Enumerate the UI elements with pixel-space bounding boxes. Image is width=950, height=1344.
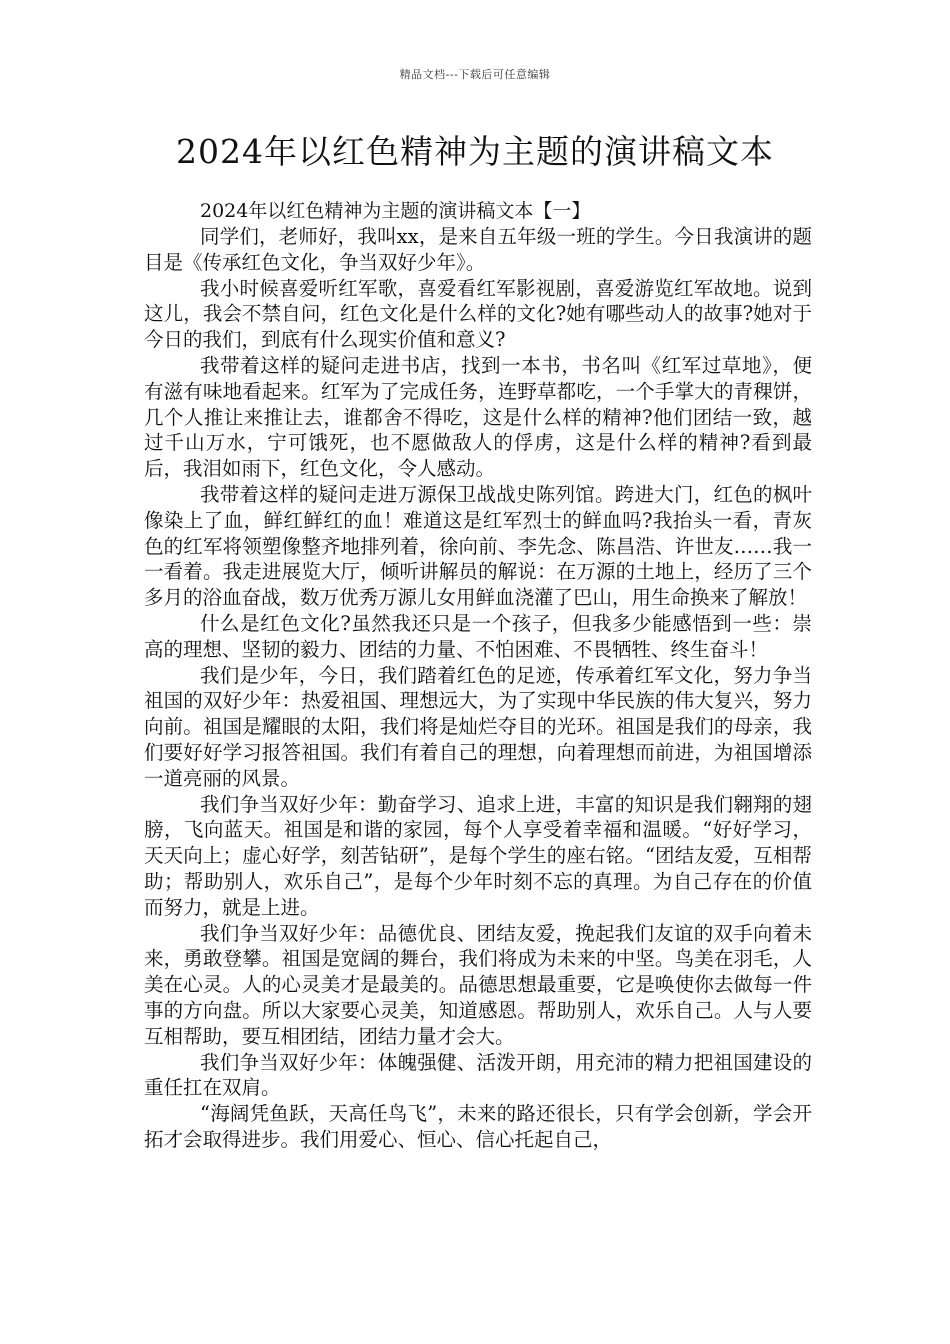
paragraph-4: 我带着这样的疑问走进万源保卫战战史陈列馆。跨进大门，红色的枫叶像染上了血，鲜红鲜红的血！难道这是红军烈士的鲜血吗?我抬头一看，青灰色的红军将领塑像整齐地排列着，徐向前、李先念、陈昌浩、许世友……我一一看着。我走进展览大厅，倾听讲解员的解说：在万源的土地上，经历了三个多月的浴血奋战，数万优秀万源儿女用鲜血浇灌了巴山，用生命换来了解放！	[144, 482, 812, 610]
header-note: 精品文档---下载后可任意编辑	[399, 68, 551, 81]
paragraph-2: 我小时候喜爱听红军歌，喜爱看红军影视剧，喜爱游览红军故地。说到这儿，我会不禁自问，红色文化是什么样的文化?她有哪些动人的故事?她对于今日的我们，到底有什么现实价值和意义?	[144, 276, 812, 352]
paragraph-5: 什么是红色文化?虽然我还只是一个孩子，但我多少能感悟到一些：崇高的理想、坚韧的毅力、团结的力量、不怕困难、不畏牺牲、终生奋斗！	[144, 611, 812, 661]
section-subtitle: 2024年以红色精神为主题的演讲稿文本【一】	[200, 200, 591, 222]
paragraph-8: 我们争当双好少年：品德优良、团结友爱，挽起我们友谊的双手向着未来，勇敢登攀。祖国是宽阔的舞台，我们将成为未来的中坚。鸟美在羽毛，人美在心灵。人的心灵美才是最美的。品德思想最重要，它是唤使你去做每一件事的方向盘。所以大家要心灵美，知道感恩。帮助别人，欢乐自己。人与人要互相帮助，要互相团结，团结力量才会大。	[144, 921, 812, 1048]
paragraph-9: 我们争当双好少年：体魄强健、活泼开朗，用充沛的精力把祖国建设的重任扛在双肩。	[144, 1050, 812, 1100]
paragraph-10: “海阔凭鱼跃，天高任鸟飞”，未来的路还很长，只有学会创新，学会开拓才会取得进步。我们用爱心、恒心、信心托起自己，	[144, 1102, 812, 1151]
paragraph-7: 我们争当双好少年：勤奋学习、追求上进，丰富的知识是我们翱翔的翅膀，飞向蓝天。祖国是和谐的家园，每个人享受着幸福和温暖。“好好学习，天天向上；虚心好学，刻苦钻研”，是每个学生的座右铭。“团结友爱，互相帮助；帮助别人，欢乐自己”，是每个少年时刻不忘的真理。为自己存在的价值而努力，就是上进。	[144, 792, 812, 919]
paragraph-6: 我们是少年，今日，我们踏着红色的足迹，传承着红军文化，努力争当祖国的双好少年：热爱祖国、理想远大，为了实现中华民族的伟大复兴，努力向前。祖国是耀眼的太阳，我们将是灿烂夺目的光环。祖国是我们的母亲，我们要好好学习报答祖国。我们有着自己的理想，向着理想而前进，为祖国增添一道亮丽的风景。	[144, 663, 812, 790]
document-body	[144, 198, 812, 1153]
paragraph-1: 同学们，老师好，我叫xx，是来自五年级一班的学生。今日我演讲的题目是《传承红色文化，争当双好少年》。	[144, 225, 812, 274]
paragraph-3: 我带着这样的疑问走进书店，找到一本书，书名叫《红军过草地》，便有滋有味地看起来。红军为了完成任务，连野草都吃，一个手掌大的青稞饼，几个人推让来推让去，谁都舍不得吃，这是什么样的精神?他们团结一致，越过千山万水，宁可饿死，也不愿做敌人的俘虏，这是什么样的精神?看到最后，我泪如雨下，红色文化，令人感动。	[144, 353, 812, 481]
document-title: 2024年以红色精神为主题的演讲稿文本	[176, 132, 774, 171]
